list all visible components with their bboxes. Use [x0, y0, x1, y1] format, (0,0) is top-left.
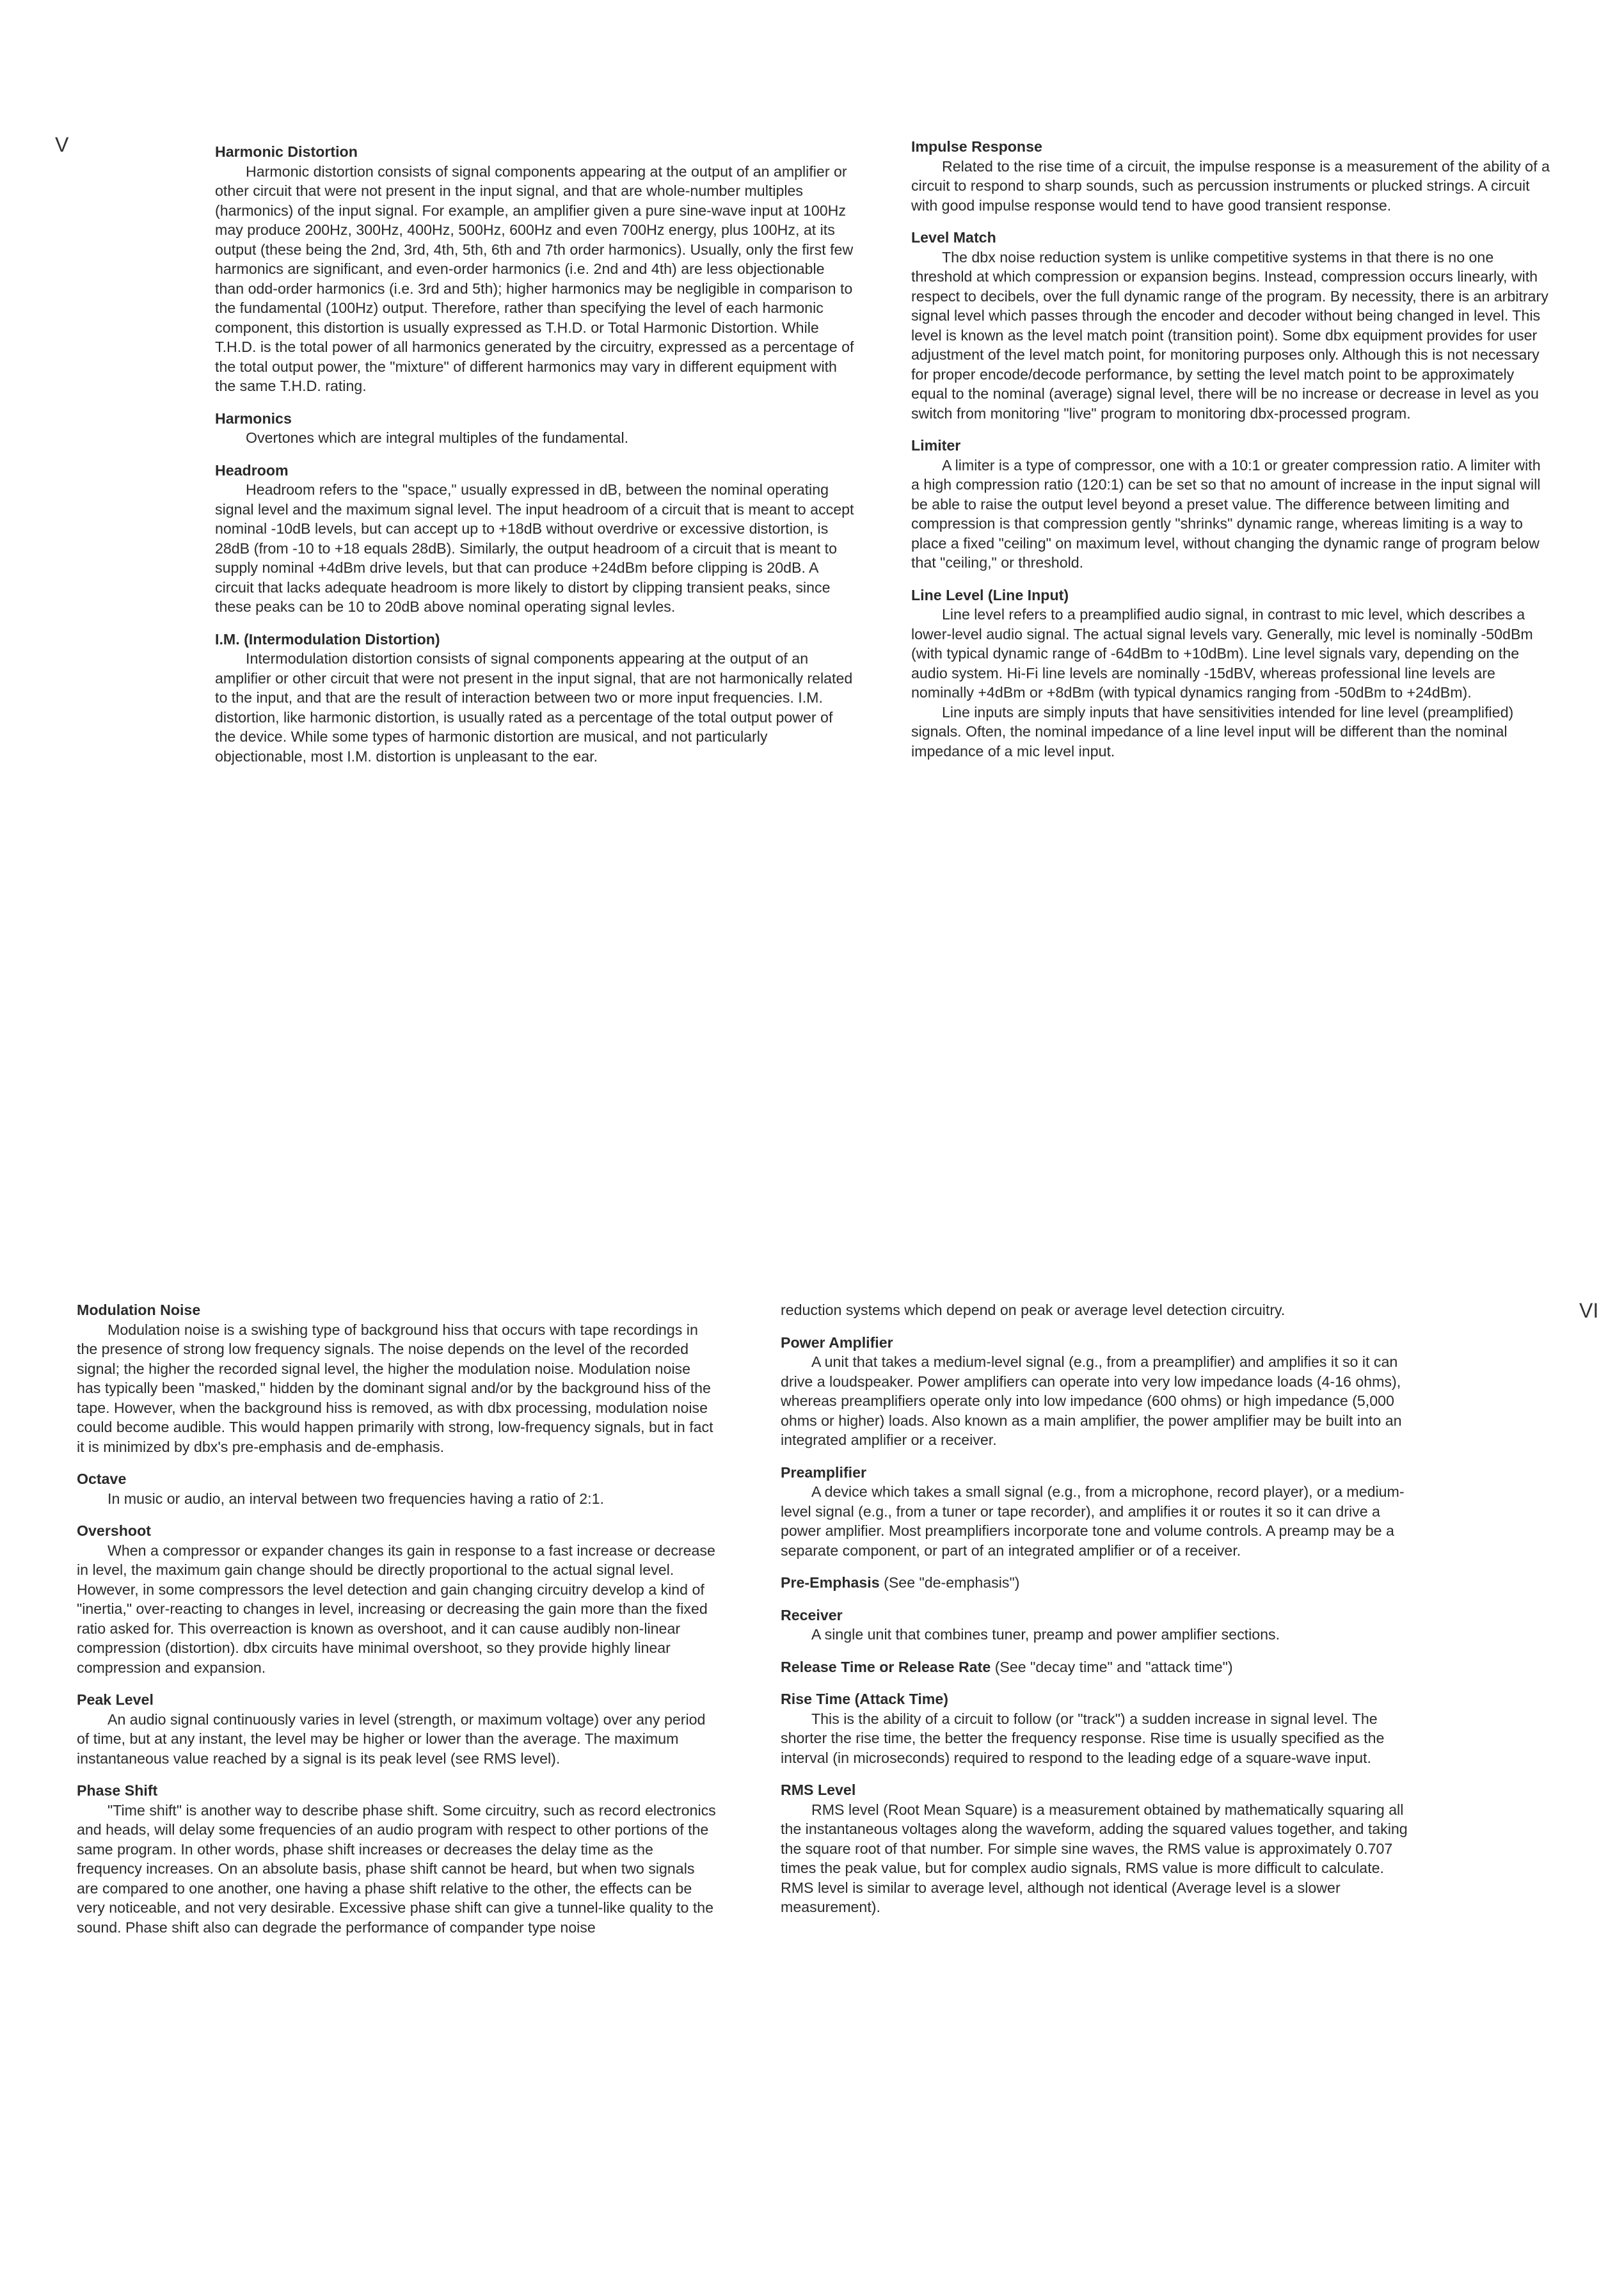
entry-definition: Line inputs are simply inputs that have sensitivities intended for line level (preamplified) signals. Often, the nominal impedance of a line level input will be different than the nominal impedance of a mic level input. [911, 703, 1514, 760]
entry-definition: Harmonic distortion consists of signal components appearing at the output of an amplifier or other circuit that were not present in the input signal, and that are whole-number multiples (harmonics) of the input signal. For example, an amplifier given a pure sine-wave input at 100Hz may produce 200Hz, 300Hz, 400Hz, 500Hz, 600Hz and even 700Hz energy, plus 100Hz, at its output (these being the 2nd, 3rd, 4th, 5th, 6th and 7th order harmonics). Usually, only the first few harmonics are significant, and even-order harmonics (i.e. 2nd and 4th) are less objectionable than odd-order harmonics (i.e. 3rd and 5th); higher harmonics may be negligible in comparison to the fundamental (100Hz) output. Therefore, rather than specifying the level of each harmonic component, this distortion is usually expressed as T.H.D. or Total Harmonic Distortion. While T.H.D. is the total power of all harmonics generated by the circuitry, expressed as a percentage of the total output power, the "mixture" of different harmonics may vary in different equipment with the same T.H.D. rating. [215, 163, 854, 394]
entry-term: Line Level (Line Input) [911, 586, 1069, 603]
entry-term: Overshoot [77, 1522, 151, 1539]
see-reference: (See "de-emphasis") [884, 1574, 1020, 1591]
glossary-entry-receiver [781, 1606, 1421, 1645]
glossary-entry-harmonic-distortion [215, 142, 855, 396]
entry-term: Pre-Emphasis [781, 1574, 880, 1591]
glossary-entry-limiter [911, 436, 1551, 573]
upper-left-column [215, 142, 855, 779]
entry-definition: Overtones which are integral multiples of the fundamental. [246, 429, 629, 446]
continued-text: reduction systems which depend on peak or average level detection circuitry. [781, 1302, 1286, 1318]
entry-definition: "Time shift" is another way to describe phase shift. Some circuitry, such as record electronics and heads, will delay some frequencies of an audio program with respect to other portions of the same program. In other words, phase shift increases or decreases the delay time as the frequency increases. On an absolute basis, phase shift cannot be heard, but when two signals are compared to one another, one having a phase shift relative to the other, the effects can be very noticeable, and not very desirable. Excessive phase shift can give a tunnel-like quality to the sound. Phase shift also can degrade the performance of compander type noise [77, 1801, 716, 1936]
entry-definition: A device which takes a small signal (e.g., from a microphone, record player), or a medium-level signal (e.g., from a tuner or tape recorder), and amplifies it or routes it so it can drive a power amplifier. Most preamplifiers incorporate tone and volume controls. A preamp may be a separate component, or part of an integrated amplifier or of a receiver. [781, 1483, 1405, 1559]
glossary-entry-octave [77, 1469, 717, 1508]
entry-term: RMS Level [781, 1782, 856, 1798]
entry-term: Impulse Response [911, 138, 1042, 155]
lower-right-column [781, 1300, 1421, 1930]
entry-definition: The dbx noise reduction system is unlike competitive systems in that there is no one threshold at which compression or expansion begins. Instead, compression occurs linearly, with respect to decibels, over the full dynamic range of the program. By necessity, there is an arbitrary signal level which passes through the encoder and decoder without being changed in level. This level is known as the level match point (transition point). Some dbx equipment provides for user adjustment of the level match point, for monitoring purposes only. Although this is not necessary for proper encode/decode performance, by setting the level match point to be approximately equal to the nominal (average) signal level, there will be no increase or decrease in level as you switch from monitoring "live" program to monitoring dbx-processed program. [911, 248, 1548, 422]
entry-definition: RMS level (Root Mean Square) is a measurement obtained by mathematically squaring all the instantaneous voltages along the waveform, adding the squared values together, and taking the square root of that number. For simple sine waves, the RMS value is approximately 0.707 times the peak value, but for complex audio signals, RMS value is more difficult to calculate. RMS level is similar to average level, although not identical (Average level is a slower measurement). [781, 1801, 1408, 1915]
entry-term: Release Time or Release Rate [781, 1658, 991, 1675]
entry-term: Headroom [215, 461, 289, 479]
entry-definition: Headroom refers to the "space," usually expressed in dB, between the nominal operating signal level and the maximum signal level. The input headroom of a circuit that is meant to accept nominal -10dB levels, but can accept up to +18dB without overdrive or excessive distortion, is 28dB (from -10 to +18 equals 28dB). Similarly, the output headroom of a circuit that is meant to supply nominal +4dBm drive levels, but that can produce +24dBm before clipping is 20dB. A circuit that lacks adequate headroom is more likely to distort by clipping transient peaks, since these peaks can be 10 to 20dB above nominal operating signal levles. [215, 481, 854, 615]
glossary-entry-rise-time-attack-time [781, 1689, 1421, 1767]
entry-definition: Line level refers to a preamplified audio signal, in contrast to mic level, which describes a lower-level audio signal. The actual signal levels vary. Generally, mic level is nominally -50dBm (with typical dynamic range of -64dBm to +10dBm). Line level signals vary, depending on the audio system. Hi-Fi line levels are nominally -15dBV, whereas professional line levels are nominally +4dBm or +8dBm (with typical dynamics ranging from -50dBm to +24dBm). [911, 606, 1533, 701]
entry-definition: Related to the rise time of a circuit, the impulse response is a measurement of the ability of a circuit to respond to sharp sounds, such as percussion instruments or plucked strings. A circuit with good impulse response would tend to have good transient response. [911, 157, 1550, 214]
entry-term: Harmonic Distortion [215, 143, 358, 160]
lower-left-column [77, 1300, 717, 1950]
entry-definition: A single unit that combines tuner, preamp and power amplifier sections. [811, 1626, 1280, 1643]
glossary-entry-power-amplifier [781, 1333, 1421, 1450]
see-reference: (See "decay time" and "attack time") [994, 1658, 1233, 1675]
entry-term: Receiver [781, 1606, 843, 1623]
entry-heading-line [781, 1657, 1421, 1677]
entry-term: Harmonics [215, 410, 292, 427]
page-number-vi: VI [1579, 1299, 1599, 1322]
entry-term: Level Match [911, 229, 996, 246]
entry-term: Power Amplifier [781, 1334, 893, 1351]
glossary-entry-release-time-or-release-rate [781, 1657, 1421, 1677]
glossary-entry-pre-emphasis [781, 1573, 1421, 1593]
entry-term: Rise Time (Attack Time) [781, 1691, 949, 1707]
upper-right-column [911, 137, 1551, 774]
glossary-entry-preamplifier [781, 1463, 1421, 1561]
entry-definition: In music or audio, an interval between two frequencies having a ratio of 2:1. [107, 1490, 604, 1507]
entry-definition: An audio signal continuously varies in level (strength, or maximum voltage) over any period of time, but at any instant, the level may be higher or lower than the average. The maximum instantaneous value reached by a signal is its peak level (see RMS level). [77, 1710, 706, 1767]
entry-definition: Intermodulation distortion consists of signal components appearing at the output of an amplifier or other circuit that were not present in the input signal, that are not harmonically related to the input, and that are the result of interaction between two or more input frequencies. I.M. distortion, like harmonic distortion, is usually rated as a percentage of the total output power of the device. While some types of harmonic distortion are musical, and not particularly objectionable, most I.M. distortion is unpleasant to the ear. [215, 650, 853, 765]
entry-term: Peak Level [77, 1691, 154, 1708]
page-number-v: V [55, 133, 69, 156]
glossary-entry-peak-level [77, 1690, 717, 1768]
entry-heading-line [781, 1573, 1421, 1593]
entry-term: Preamplifier [781, 1463, 867, 1481]
entry-definition: This is the ability of a circuit to follow (or "track") a sudden increase in signal level. The shorter the rise time, the better the frequency response. Rise time is usually specified as the interval (in microseconds) required to respond to the leading edge of a square-wave input. [781, 1710, 1385, 1766]
entry-definition: A limiter is a type of compressor, one with a 10:1 or greater compression ratio. A limiter with a high compression ratio (120:1) can be set so that no amount of increase in the input signal will be able to raise the output level beyond a preset value. The difference between limiting and compression is that compression gently "shrinks" dynamic range, whereas limiting is a way to place a fixed "ceiling" on maximum level, without changing the dynamic range of program below that "ceiling," or threshold. [911, 456, 1541, 571]
glossary-entry-overshoot [77, 1521, 717, 1677]
glossary-entry-harmonics [215, 409, 855, 448]
entry-definition: Modulation noise is a swishing type of background hiss that occurs with tape recordings in the presence of strong low frequency signals. The noise depends on the level of the recorded signal; the higher the recorded signal level, the higher the modulation noise. Modulation noise has typically been "masked," hidden by the dominant signal and/or by the background hiss of the tape. However, when the background hiss is removed, as with dbx processing, modulation noise could become audible. This would happen primarily with strong, low-frequency signals, but in fact it is minimized by dbx's pre-emphasis and de-emphasis. [77, 1321, 713, 1455]
glossary-entry-line-level-line-input [911, 586, 1551, 761]
glossary-entry-headroom [215, 461, 855, 617]
entry-definition: A unit that takes a medium-level signal (e.g., from a preamplifier) and amplifies it so it can drive a loudspeaker. Power amplifiers can operate into very low impedance loads (4-16 ohms), whereas preamplifiers operate only into low impedance (600 ohms) or high impedance (5,000 ohms or higher) loads. Also known as a main amplifier, the power amplifier may be built into an integrated amplifier or a receiver. [781, 1353, 1402, 1448]
glossary-entry-impulse-response [911, 137, 1551, 215]
glossary-entry-level-match [911, 228, 1551, 423]
glossary-entry-i-m-intermodulation-distortion [215, 630, 855, 767]
entry-term: Phase Shift [77, 1782, 158, 1799]
entry-term: Modulation Noise [77, 1302, 201, 1318]
entry-term: Limiter [911, 437, 961, 454]
glossary-entry-rms-level [781, 1780, 1421, 1917]
entry-definition: When a compressor or expander changes its gain in response to a fast increase or decrease in level, the maximum gain change should be directly proportional to the actual signal level. However, in some compressors the level detection and gain changing circuitry develop a kind of "inertia," over-reacting to changes in level, increasing or decreasing the gain more than the fixed ratio asked for. This overreaction is known as overshoot, and it can cause audibly non-linear compression (distortion). dbx circuits have minimal overshoot, so they provide highly linear compression and expansion. [77, 1542, 715, 1676]
glossary-entry-modulation-noise [77, 1300, 717, 1456]
glossary-entry-phase-shift [77, 1781, 717, 1937]
entry-term: I.M. (Intermodulation Distortion) [215, 630, 440, 648]
entry-term: Octave [77, 1471, 127, 1487]
